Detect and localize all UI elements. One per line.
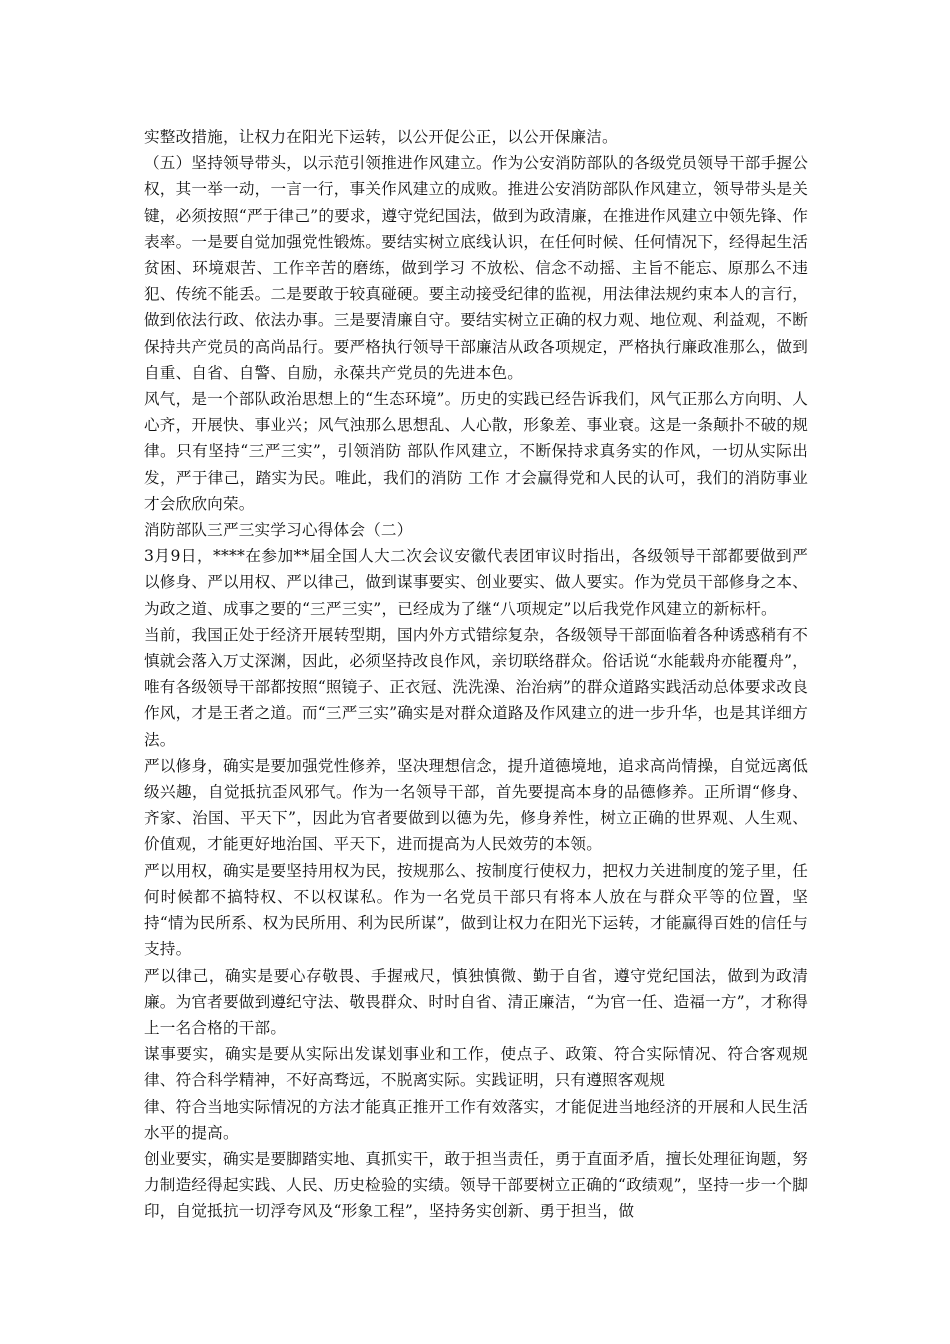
section-heading: 消防部队三严三实学习心得体会（二） <box>144 521 413 540</box>
paragraph-12: 创业要实，确实是要脚踏实地、真抓实干，敢于担当责任，勇于直面矛盾，擅长处理征询题，努力制造经得起实践、人民、历史检验的实绩。领导干部要树立正确的“政绩观”，坚持一步一个脚印，自觉抵抗一切浮夸风及“形象工程”，坚持务实创新、勇于担当，做 <box>144 1149 808 1221</box>
paragraph-3: 风气，是一个部队政治思想上的“生态环境”。历史的实践已经告诉我们，风气正那么方向明、人心齐，开展快、事业兴；风气浊那么思想乱、人心散，形象差、事业衰。这是一条颠扑不破的规律。只有坚持“三严三实”，引领消防 部队作风建立，不断保持求真务实的作风，一切从实际出发，严于律己，踏实为民。唯此，我们的消防 工作 才会赢得党和人民的认可，我们的消防事业才会欣欣向荣。 <box>144 390 808 513</box>
paragraph-11: 律、符合当地实际情况的方法才能真正推开工作有效落实，才能促进当地经济的开展和人民生活水平的提高。 <box>144 1097 808 1142</box>
paragraph-10: 谋事要实，确实是要从实际出发谋划事业和工作，使点子、政策、符合实际情况、符合客观规律、符合科学精神，不好高骛远，不脱离实际。实践证明，只有遵照客观规 <box>144 1045 808 1090</box>
paragraph-1: 实整改措施，让权力在阳光下运转，以公开促公正，以公开保廉洁。 <box>144 128 618 146</box>
paragraph-5: 3月9日，****在参加**届全国人大二次会议安徽代表团审议时指出，各级领导干部都要做到严以修身、严以用权、严以律己，做到谋事要实、创业要实、做人要实。作为党员干部修身之本、为政之道、成事之要的“三严三实”，已经成为了继“八项规定”以后我党作风建立的新标杆。 <box>144 547 808 618</box>
paragraph-6: 当前，我国正处于经济开展转型期，国内外方式错综复杂，各级领导干部面临着各种诱惑稍有不慎就会落入万丈深渊，因此，必须坚持改良作风，亲切联络群众。俗话说“水能载舟亦能覆舟”，唯有各级领导干部都按照“照镜子、正衣冠、洗洗澡、治治病”的群众道路实践活动总体要求改良作风，才是王者之道。而“三严三实”确实是对群众道路及作风建立的进一步升华，也是其详细方法。 <box>144 625 808 749</box>
paragraph-8: 严以用权，确实是要坚持用权为民，按规那么、按制度行使权力，把权力关进制度的笼子里，任何时候都不搞特权、不以权谋私。作为一名党员干部只有将本人放在与群众平等的位置，坚持“情为民所系、权为民所用、利为民所谋”，做到让权力在阳光下运转，才能赢得百姓的信任与支持。 <box>144 861 808 959</box>
paragraph-9: 严以律己，确实是要心存敬畏、手握戒尺，慎独慎微、勤于自省，遵守党纪国法，做到为政清廉。为官者要做到遵纪守法、敬畏群众、时时自省、清正廉洁，“为官一任、造福一方”，才称得上一名合格的干部。 <box>144 966 808 1037</box>
document-page <box>144 124 808 1225</box>
paragraph-2: （五）坚持领导带头，以示范引领推进作风建立。作为公安消防部队的各级党员领导干部手握公权，其一举一动，一言一行，事关作风建立的成败。推进公安消防部队作风建立，领导带头是关键，必须按照“严于律己”的要求，遵守党纪国法，做到为政清廉，在推进作风建立中领先锋、作表率。一是要自觉加强党性锻炼。要结实树立底线认识，在任何时候、任何情况下，经得起生活贫困、环境艰苦、工作辛苦的磨练，做到学习 不放松、信念不动摇、主旨不能忘、原那么不违犯、传统不能丢。二是要敢于较真碰硬。要主动接受纪律的监视，用法律法规约束本人的言行，做到依法行政、依法办事。三是要清廉自守。要结实树立正确的权力观、地位观、利益观，不断保持共产党员的高尚品行。要严格执行领导干部廉洁从政各项规定，严格执行廉政准那么，做到自重、自省、自警、自励，永葆共产党员的先进本色。 <box>144 154 808 382</box>
paragraph-7: 严以修身，确实是要加强党性修养，坚决理想信念，提升道德境地，追求高尚情操，自觉远离低级兴趣，自觉抵抗歪风邪气。作为一名领导干部，首先要提高本身的品德修养。正所谓“修身、齐家、治国、平天下”，因此为官者要做到以德为先，修身养性，树立正确的世界观、人生观、价值观，才能更好地治国、平天下，进而提高为人民效劳的本领。 <box>144 756 808 854</box>
